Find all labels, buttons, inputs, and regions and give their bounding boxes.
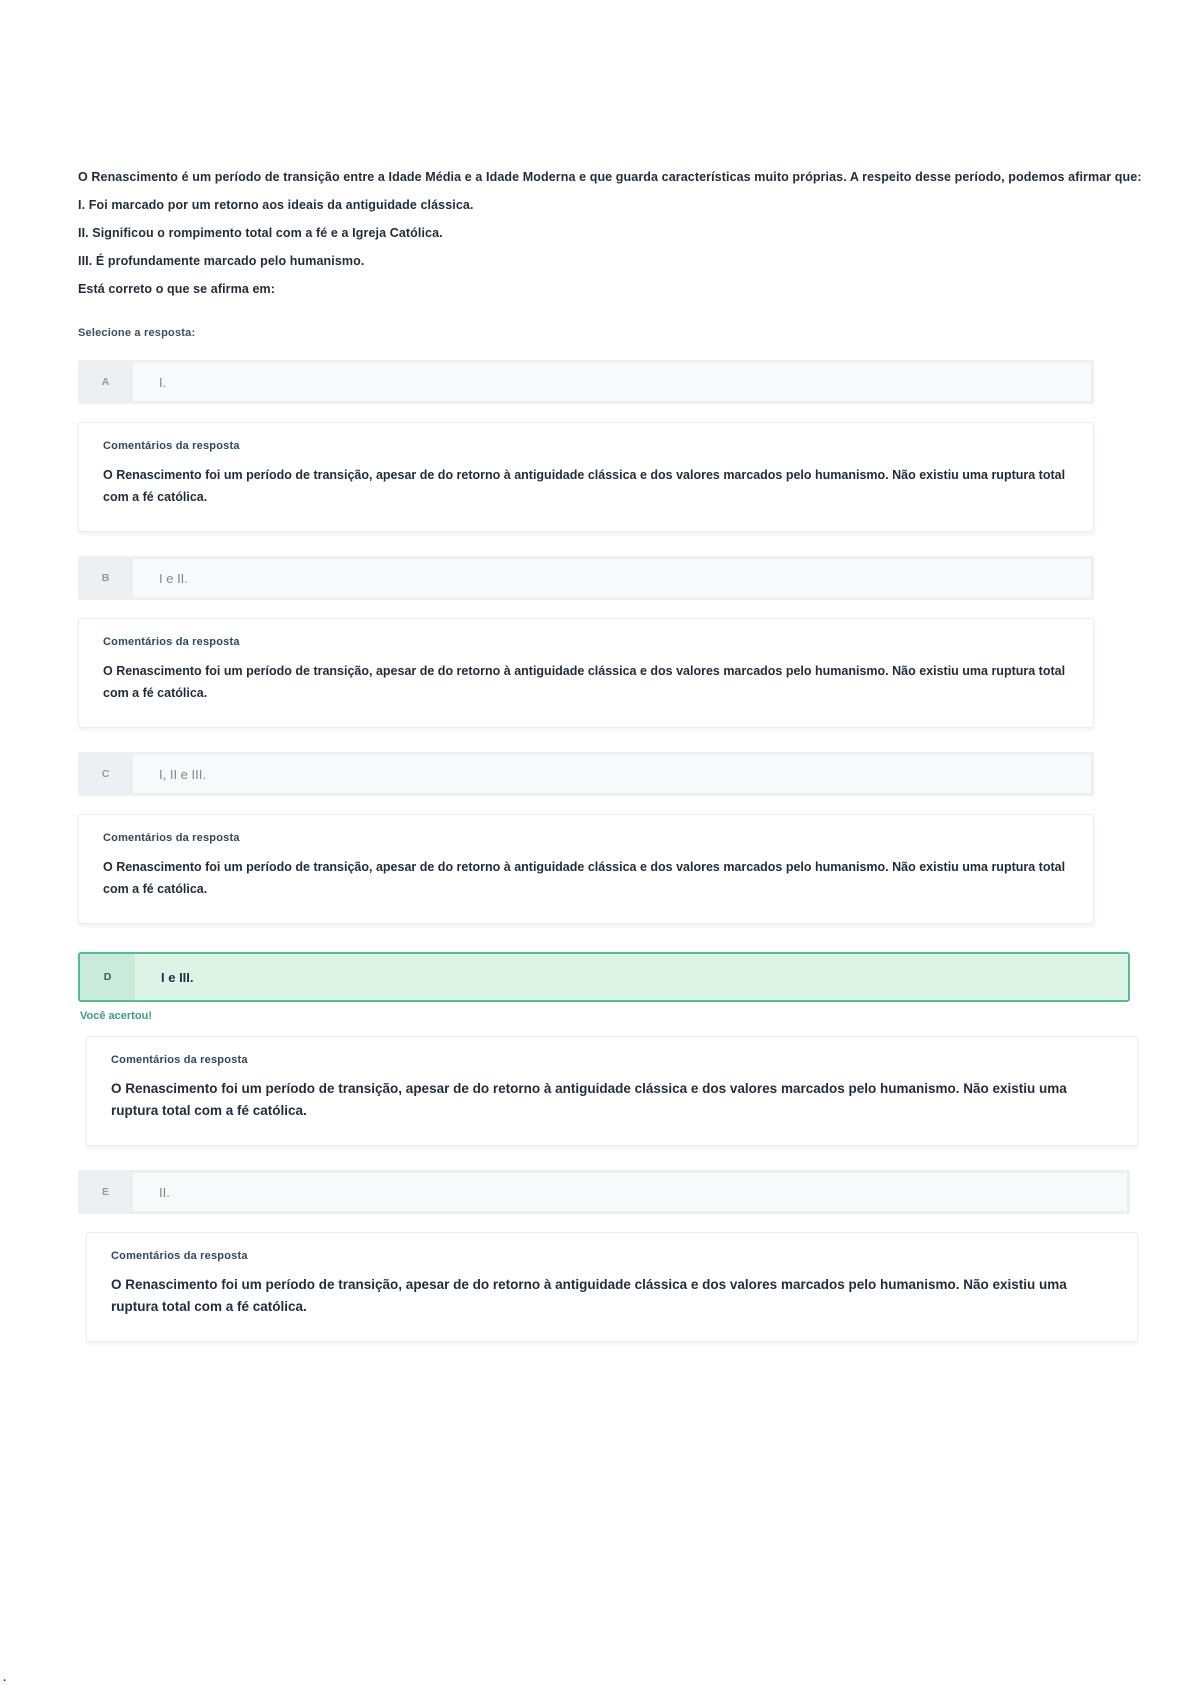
comment-heading: Comentários da resposta [111, 1054, 248, 1066]
statement-i: I. Foi marcado por um retorno aos ideais da antiguidade clássica. [78, 198, 474, 212]
comment-heading: Comentários da resposta [103, 440, 240, 452]
option-value: I. [133, 363, 1091, 401]
question-intro: O Renascimento é um período de transição entre a Idade Média e a Idade Moderna e que guarda características muito próprias. A respeito desse período, podemos afirmar que: [78, 170, 1142, 184]
option-row-a[interactable] [78, 360, 1094, 404]
option-value: I, II e III. [133, 755, 1091, 793]
option-row-e[interactable] [78, 1170, 1130, 1214]
comment-heading: Comentários da resposta [103, 636, 240, 648]
correct-feedback: Você acertou! [80, 1010, 152, 1022]
option-letter: E [101, 1186, 109, 1198]
comment-heading: Comentários da resposta [103, 832, 240, 844]
option-letter: C [101, 768, 110, 780]
option-value: I e II. [133, 559, 1091, 597]
comment-card-d [86, 1036, 1138, 1146]
option-row-c[interactable] [78, 752, 1094, 796]
option-letter: A [101, 376, 110, 388]
option-value: II. [133, 1173, 1127, 1211]
option-letter: D [80, 954, 135, 1000]
option-value: I e III. [135, 954, 1128, 1000]
comment-card-e [86, 1232, 1138, 1342]
footer-dot: . [3, 1672, 7, 1684]
comment-card-b [78, 618, 1094, 728]
statement-iii: III. É profundamente marcado pelo humanismo. [78, 254, 365, 268]
comment-card-c [78, 814, 1094, 924]
select-answer-label: Selecione a resposta: [78, 327, 196, 339]
comment-text: O Renascimento foi um período de transição, apesar de do retorno à antiguidade clássica e dos valores marcados pelo humanismo. Não existiu uma ruptura total com a fé católica. [111, 1081, 1067, 1118]
comment-text: O Renascimento foi um período de transição, apesar de do retorno à antiguidade clássica e dos valores marcados pelo humanismo. Não existiu uma ruptura total com a fé católica. [103, 664, 1066, 700]
statement-ii: II. Significou o rompimento total com a fé e a Igreja Católica. [78, 226, 443, 240]
answer-prompt: Está correto o que se afirma em: [78, 282, 276, 296]
comment-heading: Comentários da resposta [111, 1250, 248, 1262]
comment-text: O Renascimento foi um período de transição, apesar de do retorno à antiguidade clássica e dos valores marcados pelo humanismo. Não existiu uma ruptura total com a fé católica. [111, 1277, 1067, 1314]
comment-text: O Renascimento foi um período de transição, apesar de do retorno à antiguidade clássica e dos valores marcados pelo humanismo. Não existiu uma ruptura total com a fé católica. [103, 860, 1066, 896]
option-row-b[interactable] [78, 556, 1094, 600]
option-row-d-correct[interactable] [78, 952, 1130, 1002]
option-letter: B [101, 572, 110, 584]
comment-text: O Renascimento foi um período de transição, apesar de do retorno à antiguidade clássica e dos valores marcados pelo humanismo. Não existiu uma ruptura total com a fé católica. [103, 468, 1066, 504]
comment-card-a [78, 422, 1094, 532]
